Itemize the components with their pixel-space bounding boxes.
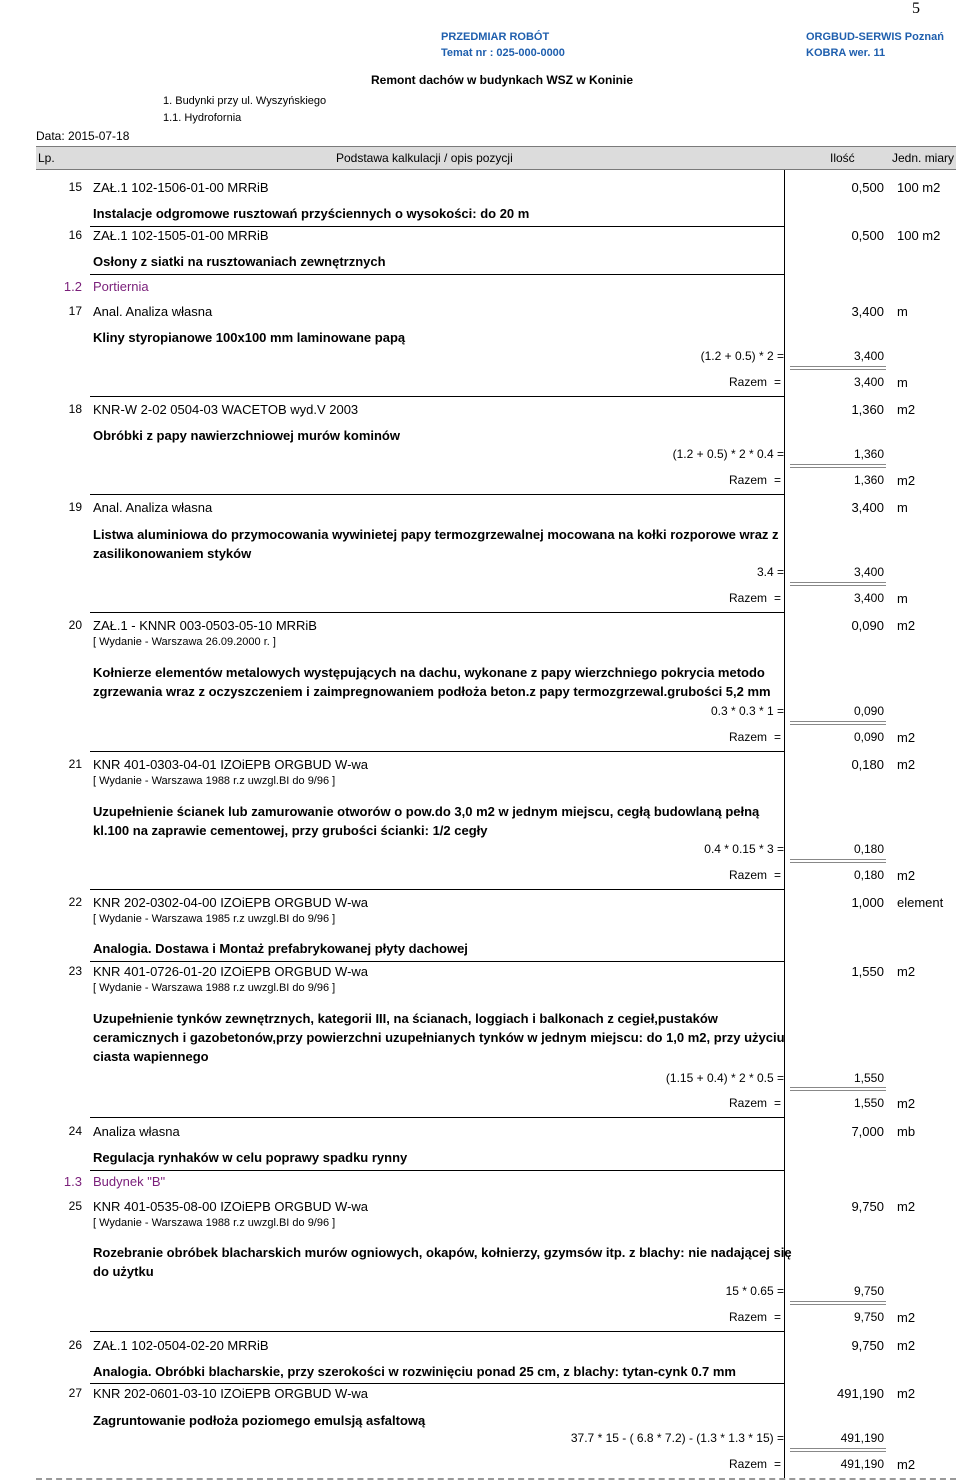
sum-underline [790, 467, 886, 468]
section-name: Budynek "B" [93, 1174, 166, 1189]
row-separator [90, 751, 784, 752]
item-number: 24 [68, 1124, 82, 1138]
item-quantity: 1,550 [851, 964, 884, 979]
document-date: Data: 2015-07-18 [36, 129, 130, 143]
calc-formula: (1.2 + 0.5) * 2 * 0.4 = [672, 447, 784, 461]
item-quantity: 0,500 [851, 228, 884, 243]
item-number: 22 [68, 895, 82, 909]
item-unit: m2 [897, 1338, 916, 1353]
razem-eq: = [774, 375, 782, 389]
calc-value: 1,360 [853, 447, 884, 461]
row-separator [90, 889, 784, 890]
item-edition: [ Wydanie - Warszawa 1988 r.z uwzgl.BI do 9/96 ] [93, 775, 336, 787]
row-separator [90, 612, 784, 613]
calc-formula: 37.7 * 15 - ( 6.8 * 7.2) - (1.3 * 1.3 * 15) = [570, 1431, 784, 1445]
item-number: 27 [68, 1386, 82, 1400]
razem-unit: m2 [897, 1310, 916, 1325]
razem-unit: m2 [897, 473, 916, 488]
item-number: 15 [68, 180, 82, 194]
item-unit: m2 [897, 618, 916, 633]
building-name: 1. Budynki przy ul. Wyszyńskiego [163, 95, 327, 107]
razem-value: 3,400 [853, 591, 884, 605]
razem-label: Razem [729, 1310, 768, 1324]
row-separator [90, 1117, 784, 1118]
section-number: 1.2 [63, 279, 82, 294]
calc-value: 491,190 [840, 1431, 884, 1445]
item-quantity: 0,180 [851, 757, 884, 772]
section-name: Portiernia [93, 279, 149, 294]
item-unit: m2 [897, 1199, 916, 1214]
row-separator [90, 1383, 784, 1384]
item-unit: 100 m2 [897, 228, 941, 243]
item-quantity: 1,000 [851, 895, 884, 910]
razem-value: 1,550 [853, 1096, 884, 1110]
sum-underline [790, 1301, 886, 1302]
item-description: Regulacja rynhaków w celu poprawy spadku rynny [93, 1150, 408, 1165]
razem-value: 3,400 [853, 375, 884, 389]
sum-underline [790, 582, 886, 583]
item-quantity: 1,360 [851, 402, 884, 417]
razem-label: Razem [729, 1096, 768, 1110]
row-separator [90, 494, 784, 495]
razem-value: 1,360 [853, 473, 884, 487]
page-bottom-border [36, 1478, 956, 1480]
col-qty: Ilość [830, 151, 855, 165]
sum-underline [790, 724, 886, 725]
item-unit: m2 [897, 964, 916, 979]
row-separator [90, 1331, 784, 1332]
item-quantity: 7,000 [851, 1124, 884, 1139]
item-unit: 100 m2 [897, 180, 941, 195]
item-quantity: 9,750 [851, 1199, 884, 1214]
project-title: Remont dachów w budynkach WSZ w Koninie [371, 73, 634, 87]
razem-eq: = [774, 868, 782, 882]
razem-unit: m2 [897, 1096, 916, 1111]
item-description: Uzupełnienie tynków zewnętrznych, kategorii III, na ścianach, loggiach i balkonach z cegieł,pustaków ceramicznych i gazobetonów,przy powierzchni uzupełnianych tynków w jednym miejscu: do 1,0 m2, przy użyciu ciasta wapiennego [93, 1011, 785, 1064]
sum-underline [790, 1090, 886, 1091]
item-description: Rozebranie obróbek blacharskich murów ogniowych, okapów, kołnierzy, gzymsów itp. z blachy: nie nadającej się do użytku [93, 1245, 792, 1279]
sum-underline [790, 366, 886, 367]
item-code: ZAŁ.1 102-1505-01-00 MRRiB [93, 228, 269, 243]
razem-eq: = [774, 730, 782, 744]
razem-unit: m2 [897, 1457, 916, 1472]
item-code: ZAŁ.1 - KNNR 003-0503-05-10 MRRiB [93, 618, 317, 633]
calc-value: 3,400 [853, 565, 884, 579]
razem-unit: m2 [897, 868, 916, 883]
item-description: Listwa aluminiowa do przymocowania wywinietej papy termozgrzewalnej mocowana na kołki rozporowe wraz z zasilikonowaniem styków [93, 527, 779, 561]
razem-label: Razem [729, 730, 768, 744]
razem-label: Razem [729, 473, 768, 487]
razem-value: 491,190 [840, 1457, 884, 1471]
item-edition: [ Wydanie - Warszawa 1988 r.z uwzgl.BI do 9/96 ] [93, 982, 336, 994]
razem-unit: m2 [897, 730, 916, 745]
razem-unit: m [897, 375, 908, 390]
sum-underline [790, 1451, 886, 1452]
razem-eq: = [774, 1457, 782, 1471]
razem-label: Razem [729, 868, 768, 882]
item-code: KNR 202-0302-04-00 IZOiEPB ORGBUD W-wa [93, 895, 369, 910]
item-number: 17 [68, 304, 82, 318]
item-unit: element [897, 895, 944, 910]
column-header [36, 146, 956, 170]
document-type: PRZEDMIAR ROBÓT [441, 31, 550, 43]
razem-eq: = [774, 1310, 782, 1324]
razem-label: Razem [729, 1457, 768, 1471]
item-unit: mb [897, 1124, 916, 1139]
item-code: ZAŁ.1 102-1506-01-00 MRRiB [93, 180, 269, 195]
item-quantity: 3,400 [851, 304, 884, 319]
col-basis: Podstawa kalkulacji / opis pozycji [336, 151, 513, 165]
item-description: Zagruntowanie podłoża poziomego emulsją asfaltową [93, 1413, 426, 1428]
item-number: 19 [68, 500, 82, 514]
item-edition: [ Wydanie - Warszawa 1985 r.z uwzgl.BI do 9/96 ] [93, 913, 336, 925]
item-quantity: 3,400 [851, 500, 884, 515]
sum-underline [790, 721, 886, 722]
item-unit: m2 [897, 1386, 916, 1401]
calc-formula: 0.3 * 0.3 * 1 = [710, 704, 784, 718]
item-quantity: 491,190 [837, 1386, 884, 1401]
calc-value: 1,550 [853, 1071, 884, 1085]
sum-underline [790, 859, 886, 860]
col-lp: Lp. [38, 151, 55, 165]
item-code: KNR-W 2-02 0504-03 WACETOB wyd.V 2003 [93, 402, 359, 417]
razem-eq: = [774, 1096, 782, 1110]
sum-underline [790, 1448, 886, 1449]
section-number: 1.3 [63, 1174, 82, 1189]
razem-label: Razem [729, 375, 768, 389]
item-number: 21 [68, 757, 82, 771]
row-separator [90, 961, 784, 962]
razem-eq: = [774, 473, 782, 487]
razem-eq: = [774, 591, 782, 605]
item-description: Analogia. Obróbki blacharskie, przy szerokości w rozwinięciu ponad 25 cm, z blachy: tytan-cynk 0.7 mm [93, 1364, 736, 1379]
item-number: 20 [68, 618, 82, 632]
item-description: Analogia. Dostawa i Montaż prefabrykowanej płyty dachowej [93, 941, 468, 956]
item-code: Anal. Analiza własna [93, 500, 213, 515]
item-code: Anal. Analiza własna [93, 304, 213, 319]
sub-building-name: 1.1. Hydrofornia [163, 112, 242, 124]
item-number: 23 [68, 964, 82, 978]
item-description: Obróbki z papy nawierzchniowej murów kominów [93, 428, 400, 443]
razem-value: 9,750 [853, 1310, 884, 1324]
sum-underline [790, 1087, 886, 1088]
item-quantity: 9,750 [851, 1338, 884, 1353]
calc-formula: 3.4 = [756, 565, 784, 579]
row-separator [90, 1170, 784, 1171]
item-code: KNR 202-0601-03-10 IZOiEPB ORGBUD W-wa [93, 1386, 369, 1401]
calc-value: 0,090 [853, 704, 884, 718]
item-unit: m2 [897, 402, 916, 417]
item-unit: m [897, 304, 908, 319]
item-number: 26 [68, 1338, 82, 1352]
item-code: KNR 401-0303-04-01 IZOiEPB ORGBUD W-wa [93, 757, 369, 772]
razem-value: 0,090 [853, 730, 884, 744]
col-unit: Jedn. miary [892, 151, 955, 165]
calc-formula: (1.15 + 0.4) * 2 * 0.5 = [665, 1071, 784, 1085]
item-unit: m2 [897, 757, 916, 772]
topic-number: Temat nr : 025-000-0000 [441, 47, 565, 59]
software-version: KOBRA wer. 11 [806, 47, 886, 59]
calc-formula: (1.2 + 0.5) * 2 = [700, 349, 784, 363]
item-number: 25 [68, 1199, 82, 1213]
item-code: Analiza własna [93, 1124, 180, 1139]
item-quantity: 0,500 [851, 180, 884, 195]
calc-value: 9,750 [853, 1284, 884, 1298]
sum-underline [790, 464, 886, 465]
row-separator [90, 396, 784, 397]
item-code: ZAŁ.1 102-0504-02-20 MRRiB [93, 1338, 269, 1353]
razem-value: 0,180 [853, 868, 884, 882]
row-separator [90, 226, 784, 227]
razem-label: Razem [729, 591, 768, 605]
row-separator [90, 274, 784, 275]
item-description: Kołnierze elementów metalowych występujących na dachu, wykonane z papy wierzchniego pokrycia metodo zgrzewania wraz z oczyszczeniem i zaimpregnowaniem podłoża beton.z papy termozgrzewal.grubości 5,2 mm [93, 665, 771, 699]
page-number: 5 [912, 0, 920, 17]
sum-underline [790, 585, 886, 586]
item-number: 18 [68, 402, 82, 416]
item-unit: m [897, 500, 908, 515]
item-description: Osłony z siatki na rusztowaniach zewnętrznych [93, 254, 386, 269]
sum-underline [790, 862, 886, 863]
item-quantity: 0,090 [851, 618, 884, 633]
item-edition: [ Wydanie - Warszawa 1988 r.z uwzgl.BI do 9/96 ] [93, 1217, 336, 1229]
calc-value: 3,400 [853, 349, 884, 363]
item-code: KNR 401-0726-01-20 IZOiEPB ORGBUD W-wa [93, 964, 369, 979]
item-description: Instalacje odgromowe rusztowań przyściennych o wysokości: do 20 m [93, 206, 530, 221]
calc-value: 0,180 [853, 842, 884, 856]
sum-underline [790, 1304, 886, 1305]
sum-underline [790, 369, 886, 370]
razem-unit: m [897, 591, 908, 606]
item-edition: [ Wydanie - Warszawa 26.09.2000 r. ] [93, 636, 276, 648]
company-name: ORGBUD-SERWIS Poznań [806, 31, 944, 43]
calc-formula: 15 * 0.65 = [725, 1284, 784, 1298]
item-description: Kliny styropianowe 100x100 mm laminowane papą [93, 330, 406, 345]
item-number: 16 [68, 228, 82, 242]
item-code: KNR 401-0535-08-00 IZOiEPB ORGBUD W-wa [93, 1199, 369, 1214]
item-description: Uzupełnienie ścianek lub zamurowanie otworów o pow.do 3,0 m2 w jednym miejscu, cegłą budowlaną pełną kl.100 na zaprawie cementowej, przy grubości ścianki: 1/2 cegły [93, 804, 760, 838]
calc-formula: 0.4 * 0.15 * 3 = [704, 842, 784, 856]
